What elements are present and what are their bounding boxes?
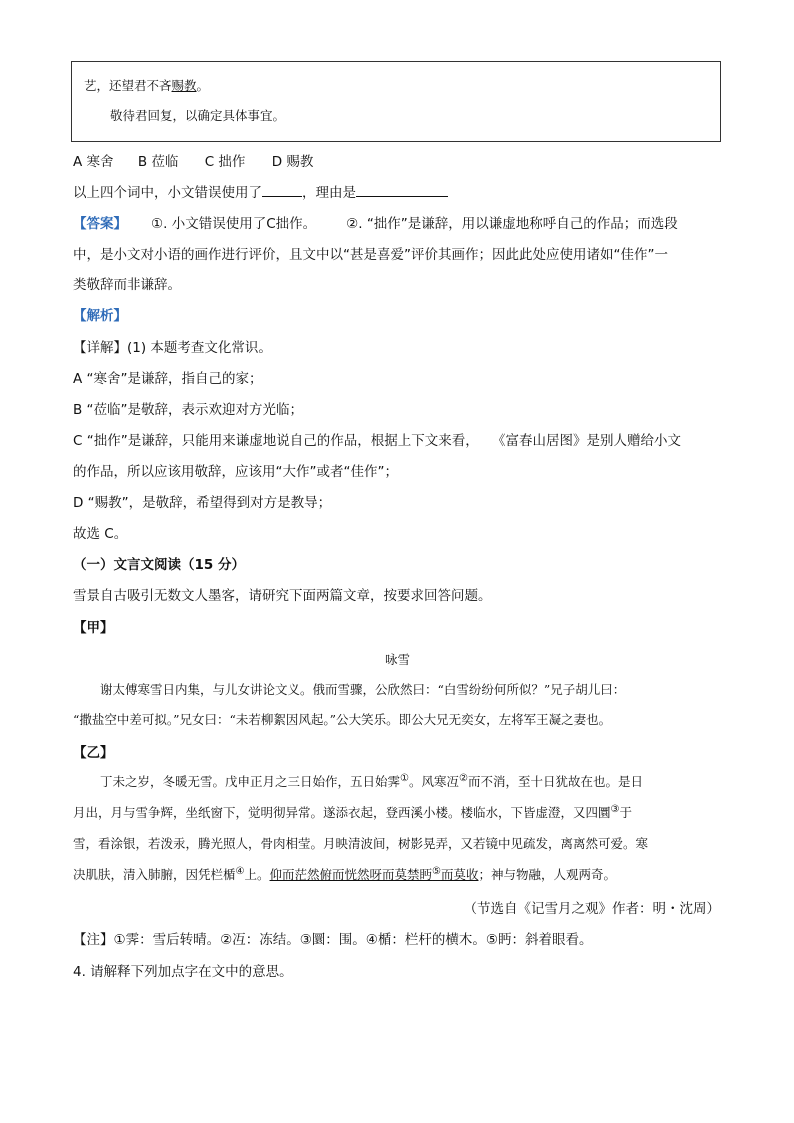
- quote-box: [71, 61, 721, 142]
- answer-blank-2: [356, 184, 448, 197]
- section-intro: 雪景自古吸引无数文人墨客，请研究下面两篇文章，按要求回答问题。: [73, 588, 492, 604]
- option-list: [73, 150, 313, 170]
- answer-line-1: 【答案】 ①. 小文错误使用了C拙作。 ②. “拙作”是谦辞，用以谦虚地称呼自己的作品；而选段: [73, 216, 678, 232]
- detail-a: A “寒舍”是谦辞，指自己的家；: [73, 371, 263, 387]
- jia-line-2: “撒盐空中差可拟。”兄女曰：“未若柳絮因风起。”公大笑乐。即公大兄无奕女，左将军王凝之妻也。: [73, 712, 612, 727]
- answer-blank-1: [262, 184, 302, 197]
- detail-c-line-1: C “拙作”是谦辞，只能用来谦虚地说自己的作品，根据上下文来看， 《富春山居图》是别人赠给小文: [73, 433, 681, 449]
- analysis-label: 【解析】: [73, 308, 127, 324]
- detail-d: D “赐教”，是敬辞，希望得到对方是教导；: [73, 495, 332, 511]
- detail-line-1: 【详解】(1) 本题考查文化常识。: [73, 340, 272, 356]
- option-c: C 拙作: [204, 154, 246, 170]
- answer-line-2: 中，是小文对小语的画作进行评价，且文中以“甚是喜爱”评价其画作；因此此处应使用诸如“佳作”一: [73, 247, 668, 263]
- question-4: 4. 请解释下列加点字在文中的意思。: [73, 964, 293, 980]
- option-d: D 赐教: [271, 154, 314, 170]
- footnote: 【注】①霁：雪后转晴。②冱：冻结。③圜：围。④楯：栏杆的横木。⑤眄：斜着眼看。: [73, 932, 593, 948]
- detail-b: B “莅临”是敬辞，表示欢迎对方光临；: [73, 402, 304, 418]
- yi-source: （节选自《记雪月之观》作者：明・沈周）: [463, 901, 720, 917]
- jia-title: 咏雪: [385, 652, 411, 667]
- yi-line-4: 决肌肤，清入肺腑，因凭栏楯④上。仰而茫然俯而恍然呀而莫禁眄⑤而莫收；神与物融，人观两奇。: [73, 865, 617, 882]
- question-line: 以上四个词中，小文错误使用了 ，理由是: [73, 181, 448, 201]
- answer-label: 【答案】: [73, 216, 127, 232]
- jia-line-1: 谢太傅寒雪日内集，与儿女讲论文义。俄而雪骤，公欣然曰：“白雪纷纷何所似？”兄子胡儿曰：: [100, 682, 626, 697]
- quote-line-1: 艺，还望君不吝赐教。: [84, 78, 210, 93]
- answer-line-3: 类敬辞而非谦辞。: [73, 277, 181, 293]
- yi-line-3: 雪，看涂银，若泼汞，腾光照人，骨肉相莹。月映清波间，树影晃弄，又若镜中见疏发，离离然可爱。寒: [73, 836, 649, 851]
- detail-c-line-2: 的作品，所以应该用敬辞，应该用“大作”或者“佳作”；: [73, 464, 398, 480]
- underlined-word: 赐教: [171, 78, 197, 93]
- quote-line-2: 敬待君回复，以确定具体事宜。: [110, 108, 286, 123]
- option-b: B 莅临: [137, 154, 179, 170]
- underlined-sentence: 仰而茫然俯而恍然呀而莫禁眄⑤而莫收: [269, 865, 479, 882]
- section-title: （一）文言文阅读（15 分）: [73, 557, 245, 573]
- yi-line-2: 月出，月与雪争辉，坐纸窗下，觉明彻异常。遂添衣起，登西溪小楼。楼临水，下皆虚澄，又四圜③于: [73, 803, 632, 820]
- detail-choose: 故选 C。: [73, 526, 128, 542]
- yi-line-1: 丁未之岁，冬暖无雪。戊申正月之三日始作，五日始霁①。风寒冱②而不消，至十日犹故在也。是日: [100, 772, 643, 789]
- option-a: A 寒舍: [73, 154, 114, 170]
- yi-label: 【乙】: [73, 745, 114, 761]
- jia-label: 【甲】: [73, 620, 114, 636]
